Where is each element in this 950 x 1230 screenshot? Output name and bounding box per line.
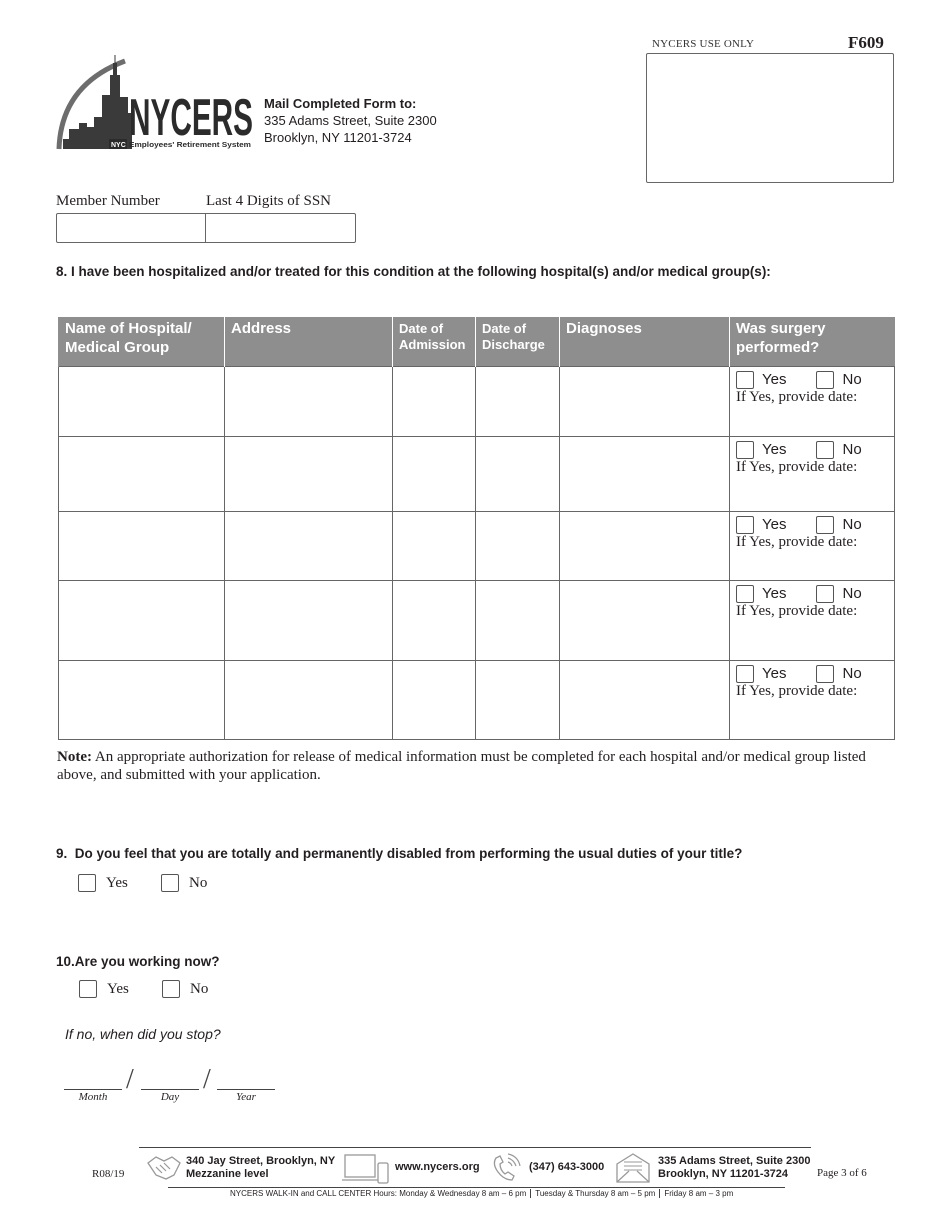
col-header-diagnoses: Diagnoses bbox=[560, 317, 730, 366]
member-number-label: Member Number bbox=[56, 193, 160, 209]
no-label: No bbox=[842, 371, 862, 388]
q10-yes-label: Yes bbox=[107, 980, 129, 997]
phone-number: (347) 643-3000 bbox=[529, 1161, 605, 1173]
month-label: Month bbox=[78, 1091, 108, 1103]
month-field[interactable] bbox=[64, 1089, 122, 1090]
year-label: Year bbox=[236, 1091, 256, 1103]
hospital-name-cell[interactable] bbox=[59, 436, 225, 511]
table-row bbox=[59, 580, 895, 660]
q10-yes-checkbox[interactable] bbox=[79, 980, 97, 998]
question-8: 8. I have been hospitalized and/or treated for this condition at the following hospital(s) and/or medical group(s): bbox=[56, 264, 771, 279]
computer-icon bbox=[342, 1153, 390, 1185]
form-code: F609 bbox=[848, 33, 884, 52]
col-header-surgery: Was surgery performed? bbox=[730, 317, 895, 366]
surgery-cell bbox=[730, 580, 895, 660]
question-9-text: Do you feel that you are totally and permanently disabled from performing the usual duties of your title? bbox=[74, 846, 743, 861]
hospital-name-cell[interactable] bbox=[59, 366, 225, 436]
year-field[interactable] bbox=[217, 1089, 275, 1090]
nycers-logo bbox=[55, 55, 255, 153]
admission-date-cell[interactable] bbox=[393, 436, 476, 511]
discharge-date-cell[interactable] bbox=[476, 436, 560, 511]
address-cell[interactable] bbox=[225, 511, 393, 580]
admission-date-cell[interactable] bbox=[393, 580, 476, 660]
surgery-yes-checkbox[interactable] bbox=[736, 516, 754, 534]
phone-icon bbox=[490, 1152, 526, 1184]
surgery-no-checkbox[interactable] bbox=[816, 371, 834, 389]
q9-yes-label: Yes bbox=[106, 874, 128, 891]
surgery-date-prompt: If Yes, provide date: bbox=[736, 533, 858, 550]
surgery-date-prompt: If Yes, provide date: bbox=[736, 602, 858, 619]
table-row bbox=[59, 511, 895, 580]
surgery-date-prompt: If Yes, provide date: bbox=[736, 458, 858, 475]
admission-date-cell[interactable] bbox=[393, 660, 476, 739]
no-label: No bbox=[842, 665, 862, 682]
col-header-address: Address bbox=[225, 317, 393, 366]
surgery-no-checkbox[interactable] bbox=[816, 665, 834, 683]
discharge-date-cell[interactable] bbox=[476, 580, 560, 660]
date-separator: / bbox=[126, 1064, 134, 1095]
surgery-cell bbox=[730, 436, 895, 511]
footer-rule bbox=[168, 1187, 785, 1188]
surgery-yes-checkbox[interactable] bbox=[736, 441, 754, 459]
hospital-name-cell[interactable] bbox=[59, 511, 225, 580]
q9-no-label: No bbox=[189, 874, 208, 891]
surgery-yes-checkbox[interactable] bbox=[736, 371, 754, 389]
q10-no-label: No bbox=[190, 980, 209, 997]
discharge-date-cell[interactable] bbox=[476, 366, 560, 436]
mail-address-line2: Brooklyn, NY 11201-3724 bbox=[264, 130, 412, 145]
table-row bbox=[59, 366, 895, 436]
handshake-icon bbox=[146, 1153, 182, 1183]
footer-rule bbox=[139, 1147, 811, 1148]
surgery-yes-checkbox[interactable] bbox=[736, 585, 754, 603]
day-field[interactable] bbox=[141, 1089, 199, 1090]
member-number-field[interactable] bbox=[56, 213, 206, 243]
surgery-cell bbox=[730, 366, 895, 436]
col-header-discharge: Date of Discharge bbox=[476, 317, 560, 366]
ssn-last4-field[interactable] bbox=[205, 213, 356, 243]
question-9-options bbox=[78, 874, 207, 892]
svg-text:NYC: NYC bbox=[111, 142, 126, 149]
footer-mail-address: 335 Adams Street, Suite 2300 Brooklyn, NY 11201-3724 bbox=[658, 1155, 811, 1180]
discharge-date-cell[interactable] bbox=[476, 511, 560, 580]
yes-label: Yes bbox=[762, 441, 787, 458]
table-row bbox=[59, 436, 895, 511]
hospital-name-cell[interactable] bbox=[59, 580, 225, 660]
note-label: Note: bbox=[57, 749, 92, 765]
date-separator: / bbox=[203, 1064, 211, 1095]
svg-text:Employees' Retirement System: Employees' Retirement System bbox=[129, 142, 251, 149]
admission-date-cell[interactable] bbox=[393, 366, 476, 436]
question-10-number: 10. bbox=[56, 954, 75, 969]
diagnoses-cell[interactable] bbox=[560, 580, 730, 660]
admission-date-cell[interactable] bbox=[393, 511, 476, 580]
question-9 bbox=[56, 846, 742, 861]
day-label: Day bbox=[160, 1091, 180, 1103]
surgery-date-prompt: If Yes, provide date: bbox=[736, 682, 858, 699]
discharge-date-cell[interactable] bbox=[476, 660, 560, 739]
diagnoses-cell[interactable] bbox=[560, 366, 730, 436]
website-link[interactable]: www.nycers.org bbox=[395, 1161, 480, 1173]
surgery-yes-checkbox[interactable] bbox=[736, 665, 754, 683]
hospital-table bbox=[58, 317, 895, 740]
surgery-cell bbox=[730, 660, 895, 739]
office-use-label: NYCERS USE ONLY bbox=[652, 38, 755, 50]
q9-no-checkbox[interactable] bbox=[161, 874, 179, 892]
note-text: An appropriate authorization for release of medical information must be completed for each hospital and/or medical group listed above, and submitted with your application. bbox=[57, 749, 866, 783]
address-cell[interactable] bbox=[225, 660, 393, 739]
page-number: Page 3 of 6 bbox=[817, 1167, 867, 1179]
table-row bbox=[59, 660, 895, 739]
surgery-cell bbox=[730, 511, 895, 580]
diagnoses-cell[interactable] bbox=[560, 511, 730, 580]
q10-no-checkbox[interactable] bbox=[162, 980, 180, 998]
question-10-options bbox=[79, 980, 208, 998]
ssn-label: Last 4 Digits of SSN bbox=[206, 193, 332, 209]
surgery-no-checkbox[interactable] bbox=[816, 441, 834, 459]
diagnoses-cell[interactable] bbox=[560, 660, 730, 739]
stop-date-prompt: If no, when did you stop? bbox=[65, 1026, 221, 1042]
logo-wordmark: NYCERS bbox=[129, 89, 253, 147]
envelope-icon bbox=[614, 1152, 652, 1184]
office-use-box bbox=[646, 53, 894, 183]
question-10-text: Are you working now? bbox=[74, 954, 220, 969]
yes-label: Yes bbox=[762, 585, 787, 602]
no-label: No bbox=[842, 516, 862, 533]
q9-yes-checkbox[interactable] bbox=[78, 874, 96, 892]
office-hours: NYCERS WALK-IN and CALL CENTER Hours: Monday & Wednesday 8 am – 6 pm Tuesday & Thursday 8 am – 5 pm Friday 8 am – 3 pm bbox=[230, 1189, 734, 1198]
yes-label: Yes bbox=[762, 665, 787, 682]
address-cell[interactable] bbox=[225, 580, 393, 660]
col-header-admission: Date of Admission bbox=[393, 317, 476, 366]
diagnoses-cell[interactable] bbox=[560, 436, 730, 511]
walkin-address: 340 Jay Street, Brooklyn, NY Mezzanine level bbox=[186, 1155, 336, 1180]
question-9-number: 9. bbox=[56, 846, 68, 861]
address-cell[interactable] bbox=[225, 436, 393, 511]
no-label: No bbox=[842, 441, 862, 458]
hospital-name-cell[interactable] bbox=[59, 660, 225, 739]
mail-address-line1: 335 Adams Street, Suite 2300 bbox=[264, 113, 437, 128]
no-label: No bbox=[842, 585, 862, 602]
address-cell[interactable] bbox=[225, 366, 393, 436]
question-10 bbox=[56, 954, 220, 969]
surgery-no-checkbox[interactable] bbox=[816, 585, 834, 603]
mail-to-title: Mail Completed Form to: bbox=[264, 96, 417, 111]
surgery-no-checkbox[interactable] bbox=[816, 516, 834, 534]
note-paragraph bbox=[57, 748, 897, 784]
yes-label: Yes bbox=[762, 516, 787, 533]
revision-code: R08/19 bbox=[92, 1168, 125, 1180]
surgery-date-prompt: If Yes, provide date: bbox=[736, 388, 858, 405]
yes-label: Yes bbox=[762, 371, 787, 388]
col-header-name: Name of Hospital/ Medical Group bbox=[59, 317, 225, 366]
